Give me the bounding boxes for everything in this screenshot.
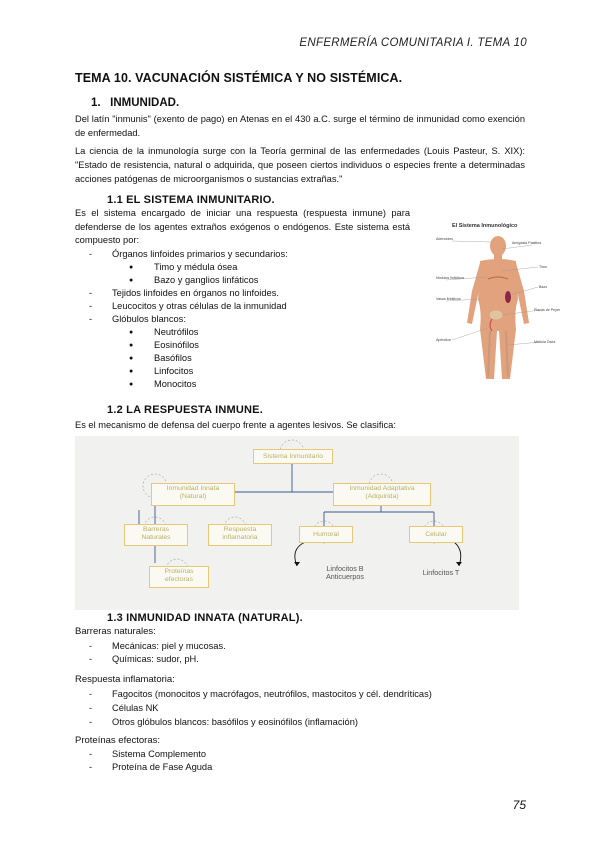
immune-response-diagram xyxy=(75,436,519,610)
list-item: - Otros glóbulos blancos: basófilos y eosinófilos (inflamación) xyxy=(89,715,519,729)
effector-proteins-label: Proteínas efectoras: xyxy=(75,735,161,746)
list-item: - Células NK xyxy=(89,701,519,715)
list-item: ● Bazo y ganglios linfáticos xyxy=(129,274,419,287)
natural-barriers-list xyxy=(89,640,509,666)
list-item: ● Monocitos xyxy=(129,378,419,391)
figure-label: Vasos linfáticos xyxy=(436,297,461,301)
node-humoral: Humoral xyxy=(299,526,353,543)
node-t-lymphocytes: Linfocitos T xyxy=(422,568,460,577)
list-item: - Órganos linfoides primarios y secundarios: xyxy=(89,248,419,261)
figure-label: Adenoides xyxy=(436,237,453,241)
section-1-paragraph-1: Del latín "inmunis" (exento de pago) en Atenas en el 430 a.C. surge el término de inmunidad como exención de enfermedad. xyxy=(75,114,525,138)
list-item: ● Timo y médula ósea xyxy=(129,261,419,274)
body-illustration xyxy=(436,219,561,384)
effector-proteins-list xyxy=(89,748,509,774)
section-1-1-heading: 1.1 EL SISTEMA INMUNITARIO. xyxy=(107,194,275,206)
list-item: - Glóbulos blancos: xyxy=(89,313,419,326)
list-item: ● Basófilos xyxy=(129,352,419,365)
section-1-3-heading: 1.3 INMUNIDAD INNATA (NATURAL). xyxy=(107,612,303,624)
section-1-2-heading: 1.2 LA RESPUESTA INMUNE. xyxy=(107,404,263,416)
node-innate-immunity: Inmunidad Innata (Natural) xyxy=(151,483,235,506)
list-item: - Proteína de Fase Aguda xyxy=(89,761,509,774)
list-item: - Mecánicas: piel y mucosas. xyxy=(89,640,509,653)
node-natural-barriers: Barreras Naturales xyxy=(124,524,188,546)
immune-system-figure xyxy=(436,219,561,384)
running-header: ENFERMERÍA COMUNITARIA I. TEMA 10 xyxy=(299,37,527,49)
section-1-heading: 1. INMUNIDAD. xyxy=(91,97,180,109)
immune-components-list xyxy=(89,248,419,391)
list-item: ● Eosinófilos xyxy=(129,339,419,352)
page-title: TEMA 10. VACUNACIÓN SISTÉMICA Y NO SISTÉMICA. xyxy=(75,71,403,85)
node-cellular: Celular xyxy=(409,526,463,543)
list-item: ● Neutrófilos xyxy=(129,326,419,339)
figure-label: Timo xyxy=(539,265,547,269)
natural-barriers-label: Barreras naturales: xyxy=(75,626,156,637)
figure-label: Placas de Peyer xyxy=(534,308,561,312)
list-item: - Sistema Complemento xyxy=(89,748,509,761)
list-item: - Leucocitos y otras células de la inmunidad xyxy=(89,300,419,313)
list-item: - Fagocitos (monocitos y macrófagos, neutrófilos, mastocitos y cél. dendríticas) xyxy=(89,687,519,701)
inflammatory-response-label: Respuesta inflamatoria: xyxy=(75,674,175,685)
figure-label: Amígdala Palatina xyxy=(512,241,542,245)
figure-label: Médula Ósea xyxy=(534,340,556,344)
list-item: - Químicas: sudor, pH. xyxy=(89,653,509,666)
section-1-paragraph-2: La ciencia de la inmunología surge con la Teoría germinal de las enfermedades (Louis Pasteur, S. XIX): "Estado de resistencia, natural o adquirida, que poseen ciertos individuos o especies frente a determinadas acciones patógenas de microorganismos o sustancias extrañas." xyxy=(75,146,525,184)
inflammatory-response-list xyxy=(89,687,519,729)
node-b-lymphocytes: Linfocitos B Anticuerpos xyxy=(326,564,364,581)
node-effector-proteins: Proteínas efectoras xyxy=(149,566,209,588)
node-inflammatory-response: Respuesta inflamatoria xyxy=(208,524,272,546)
list-item: - Tejidos linfoides en órganos no linfoides. xyxy=(89,287,419,300)
node-adaptive-immunity: Inmunidad Adaptativa (Adquirida) xyxy=(333,483,431,506)
figure-label: Nódulos linfáticos xyxy=(436,276,465,280)
figure-label: Bazo xyxy=(539,285,548,289)
page-number: 75 xyxy=(512,798,526,812)
figure-label: Apéndice xyxy=(436,338,451,342)
list-item: ● Linfocitos xyxy=(129,365,419,378)
section-1-2-intro: Es el mecanismo de defensa del cuerpo frente a agentes lesivos. Se clasifica: xyxy=(75,420,396,430)
figure-title: El Sistema Inmunológico xyxy=(452,223,518,229)
section-1-1-intro: Es el sistema encargado de iniciar una respuesta (respuesta inmune) para defenderse de los agentes extraños exógenos o endógenos. Este sistema está compuesto por: xyxy=(75,208,410,245)
node-immune-system: Sistema Inmunitario xyxy=(253,449,333,464)
